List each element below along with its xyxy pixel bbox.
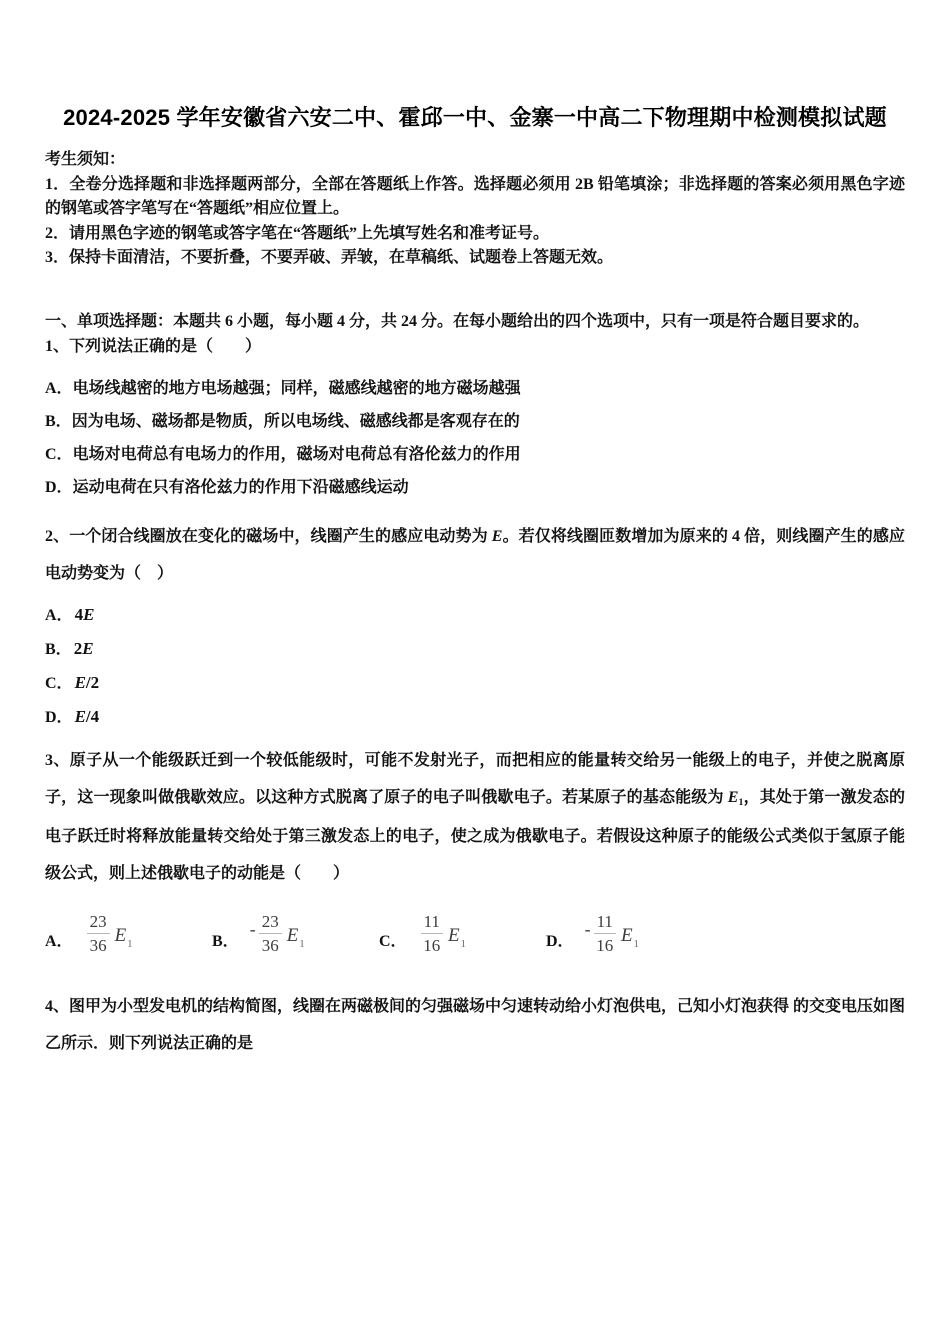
q3-option-d xyxy=(546,912,713,955)
question-3-options xyxy=(45,902,905,956)
fraction-numerator: 11 xyxy=(421,912,443,934)
q2-option-b xyxy=(45,639,905,660)
option-text: 因为电场、磁场都是物质，所以电场线、磁感线都是客观存在的 xyxy=(71,412,520,430)
notice-item-3: 3．保持卡面清洁，不要折叠，不要弄破、弄皱，在草稿纸、试题卷上答题无效。 xyxy=(45,249,614,266)
fraction xyxy=(259,912,282,955)
variable-e: E xyxy=(620,924,633,946)
subscript-1: 1 xyxy=(633,937,640,950)
q1-option-c xyxy=(45,445,905,465)
option-text: 电场线越密的地方电场越强；同样，磁感线越密的地方磁场越强 xyxy=(72,379,521,397)
q1-option-b xyxy=(45,412,905,432)
section-1-heading: 一、单项选择题：本题共 6 小题，每小题 4 分，共 24 分。在每小题给出的四个选项中，只有一项是符合题目要求的。 xyxy=(45,312,870,330)
question-1-stem: 1、下列说法正确的是（ ） xyxy=(45,337,262,355)
fraction-denominator: 36 xyxy=(89,936,107,956)
fraction xyxy=(421,912,443,955)
fraction-denominator: 16 xyxy=(596,936,614,956)
option-value: 2E xyxy=(73,638,94,658)
energy-symbol xyxy=(114,924,133,950)
minus-sign: - xyxy=(584,919,591,940)
energy-symbol xyxy=(447,924,467,950)
option-value: E/4 xyxy=(74,706,100,726)
q2-option-a xyxy=(45,605,905,626)
question-2-stem: 2、一个闭合线圈放在变化的磁场中，线圈产生的感应电动势为 E。若仅将线圈匝数增加为原来的 4 倍，则线圈产生的感应电动势变为（ ） xyxy=(45,527,905,582)
fraction-denominator: 16 xyxy=(423,936,441,956)
fraction-numerator: 23 xyxy=(87,912,110,934)
q2-option-d xyxy=(45,707,905,728)
option-label: B． xyxy=(45,412,72,430)
option-label: B． xyxy=(45,640,72,658)
variable-e: E xyxy=(447,924,460,946)
subscript-1: 1 xyxy=(299,937,305,950)
q1-option-d xyxy=(45,478,905,498)
q3-option-a xyxy=(45,912,212,955)
question-3-stem: 3、原子从一个能级跃迁到一个较低能级时，可能不发射光子，而把相应的能量转交给另一能级上的电子，并使之脱离原子，这一现象叫做俄歇效应。以这种方式脱离了原子的电子叫俄歇电子。若某原子的基态能级为 $E_1$，其处于第一激发态的电子跃迁时将释放能量转交给处于第三激发态上的电子，使之成为俄歇电子。若假设这种原子的能级公式类似于氢原子能级公式，则上述俄歇电子的动能是（ ） xyxy=(45,751,905,882)
page-title: 2024-2025 学年安徽省六安二中、霍邱一中、金寨一中高二下物理期中检测模拟试题 xyxy=(63,105,887,130)
option-label: D． xyxy=(45,478,73,496)
notice-item-1: 1．全卷分选择题和非选择题两部分，全部在答题纸上作答。选择题必须用 2B 铅笔填涂；非选择题的答案必须用黑色字迹的钢笔或答字笔写在“答题纸”相应位置上。 xyxy=(45,175,905,217)
option-label: C． xyxy=(379,932,407,950)
option-label: C． xyxy=(45,674,73,692)
question-2-options xyxy=(45,605,905,728)
minus-sign: - xyxy=(249,919,256,940)
q3-option-c xyxy=(379,912,546,955)
option-label: A． xyxy=(45,932,73,950)
option-label: B． xyxy=(212,932,239,950)
subscript-1: 1 xyxy=(460,937,467,950)
question-1-options xyxy=(45,379,905,498)
option-label: A． xyxy=(45,379,73,397)
fraction-numerator: 11 xyxy=(594,912,616,934)
option-value: E/2 xyxy=(74,672,100,692)
notice-item-2: 2．请用黑色字迹的钢笔或答字笔在“答题纸”上先填写姓名和准考证号。 xyxy=(45,224,550,242)
subscript-1: 1 xyxy=(127,937,133,950)
question-1 xyxy=(45,334,905,498)
variable-e: E xyxy=(114,924,127,946)
fraction-expression xyxy=(585,912,638,955)
option-text: 运动电荷在只有洛伦兹力的作用下沿磁感线运动 xyxy=(72,478,409,496)
question-3 xyxy=(45,742,905,956)
fraction xyxy=(594,912,616,955)
question-4-stem: 4、图甲为小型发电机的结构简图，线圈在两磁极间的匀强磁场中匀速转动给小灯泡供电，己知小灯泡获得 的交变电压如图乙所示．则下列说法正确的是 xyxy=(45,997,906,1052)
option-label: D． xyxy=(45,708,73,726)
option-text: 电场对电荷总有电场力的作用，磁场对电荷总有洛伦兹力的作用 xyxy=(72,445,521,463)
fraction-expression xyxy=(250,912,304,955)
option-label: D． xyxy=(546,932,574,950)
energy-symbol xyxy=(620,924,640,950)
variable-e: E xyxy=(286,924,299,946)
option-label: C． xyxy=(45,445,73,463)
option-value: 4E xyxy=(74,604,95,624)
q2-option-c xyxy=(45,673,905,694)
fraction-expression xyxy=(84,912,132,955)
fraction-numerator: 23 xyxy=(259,912,282,934)
option-label: A． xyxy=(45,606,73,624)
candidate-notice xyxy=(45,148,905,271)
question-4 xyxy=(45,988,905,1062)
question-2 xyxy=(45,518,905,728)
q1-option-a xyxy=(45,379,905,399)
fraction xyxy=(87,912,110,955)
notice-heading: 考生须知： xyxy=(45,151,126,168)
energy-symbol xyxy=(286,924,305,950)
fraction-expression xyxy=(418,912,465,955)
q3-option-b xyxy=(212,912,379,955)
fraction-denominator: 36 xyxy=(261,936,279,956)
